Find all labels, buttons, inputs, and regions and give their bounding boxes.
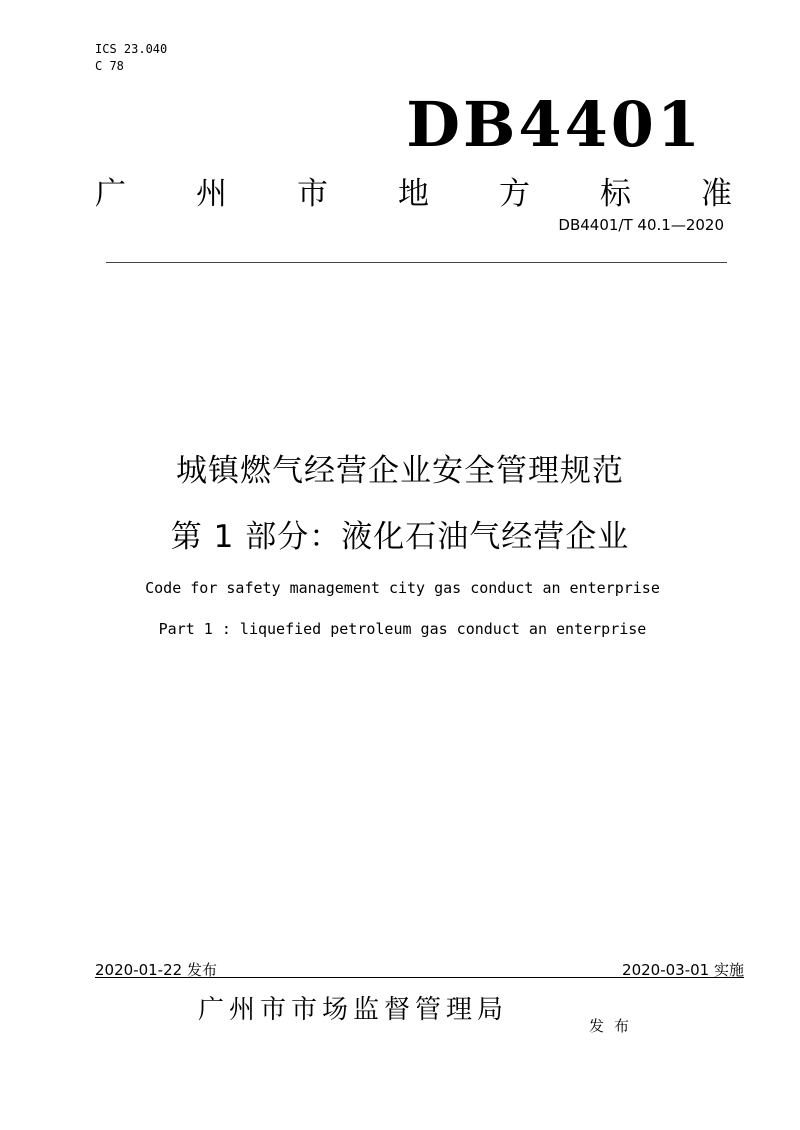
standard-type-char: 市 xyxy=(297,175,328,212)
standard-logo: DB4401 xyxy=(406,88,703,161)
header-divider xyxy=(106,262,727,263)
footer-divider xyxy=(95,977,744,978)
issuing-authority: 广州市市场监督管理局 xyxy=(198,995,509,1025)
standard-type-title xyxy=(95,168,732,212)
english-title: Code for safety management city gas conduct an enterprise xyxy=(145,579,660,597)
standard-type-char: 广 xyxy=(95,175,126,212)
publish-date: 2020-01-22 发布 xyxy=(95,961,217,979)
english-part-title: Part 1 : liquefied petroleum gas conduct an enterprise xyxy=(158,620,647,638)
ccs-code: C 78 xyxy=(95,59,124,73)
standard-type-char: 准 xyxy=(701,175,732,212)
issue-label: 发布 xyxy=(589,1017,640,1035)
standard-number: DB4401/T 40.1—2020 xyxy=(558,216,724,234)
standard-type-char: 标 xyxy=(600,175,631,212)
document-title: 城镇燃气经营企业安全管理规范 xyxy=(176,453,624,489)
standard-type-char: 州 xyxy=(196,175,227,212)
standard-type-char: 方 xyxy=(499,175,530,212)
document-part-title: 第 1 部分：液化石油气经营企业 xyxy=(170,519,630,555)
standard-type-char: 地 xyxy=(398,175,429,212)
ics-code: ICS 23.040 xyxy=(95,42,168,56)
implementation-date: 2020-03-01 实施 xyxy=(622,961,744,979)
